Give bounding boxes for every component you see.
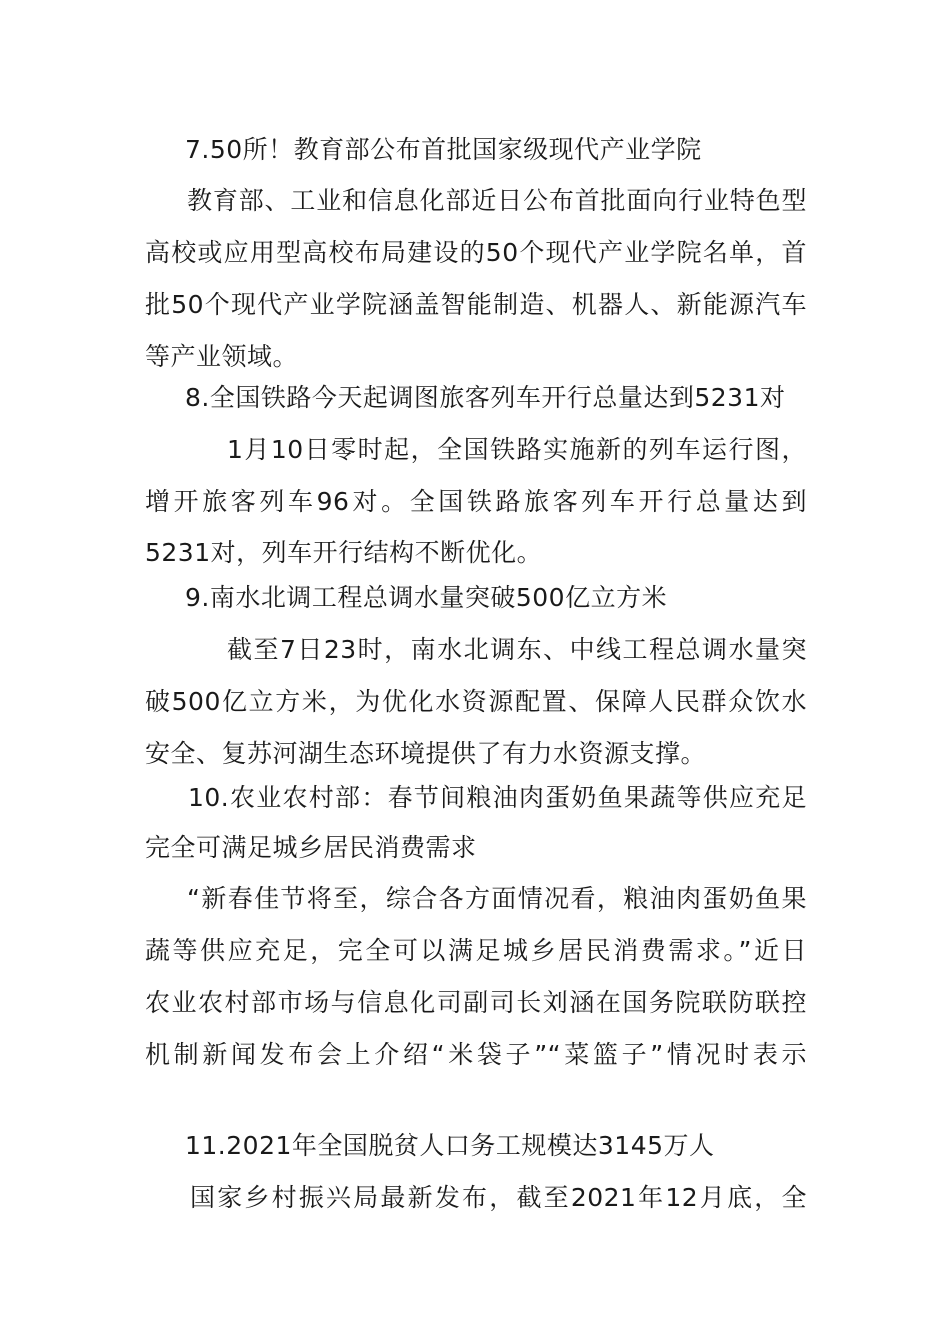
item-10-body-line-2: 蔬等供应充足，完全可以满足城乡居民消费需求。”近日: [145, 936, 807, 965]
item-10-body-line-3: 农业农村部市场与信息化司副司长刘涵在国务院联防联控: [145, 988, 807, 1017]
item-7-body-line-1: 教育部、工业和信息化部近日公布首批面向行业特色型: [187, 186, 807, 215]
item-8-title: 8.全国铁路今天起调图旅客列车开行总量达到5231对: [185, 383, 786, 412]
item-10-body-line-1: “新春佳节将至，综合各方面情况看，粮油肉蛋奶鱼果: [187, 884, 807, 913]
item-10-title-line-1: 10.农业农村部：春节间粮油肉蛋奶鱼果蔬等供应充足: [188, 783, 807, 812]
item-8-body-line-3: 5231对，列车开行结构不断优化。: [145, 538, 543, 567]
item-8-body-line-1: 1月10日零时起，全国铁路实施新的列车运行图，: [227, 435, 807, 464]
item-7-body-line-4: 等产业领域。: [145, 342, 299, 371]
item-8-body-line-2: 增开旅客列车96对。全国铁路旅客列车开行总量达到: [145, 487, 807, 516]
item-10-title-line-2: 完全可满足城乡居民消费需求: [145, 833, 477, 862]
item-11-title: 11.2021年全国脱贫人口务工规模达3145万人: [185, 1131, 715, 1160]
item-11-body-line-1: 国家乡村振兴局最新发布，截至2021年12月底，全: [190, 1183, 807, 1212]
item-7-body-line-3: 批50个现代产业学院涵盖智能制造、机器人、新能源汽车: [145, 290, 807, 319]
item-9-body-line-1: 截至7日23时，南水北调东、中线工程总调水量突: [227, 635, 807, 664]
item-9-body-line-2: 破500亿立方米，为优化水资源配置、保障人民群众饮水: [145, 687, 807, 716]
item-9-body-line-3: 安全、复苏河湖生态环境提供了有力水资源支撑。: [145, 739, 707, 768]
item-10-body-line-4: 机制新闻发布会上介绍“米袋子”“菜篮子”情况时表示: [145, 1040, 807, 1069]
item-9-title: 9.南水北调工程总调水量突破500亿立方米: [185, 583, 668, 612]
item-7-title: 7.50所！教育部公布首批国家级现代产业学院: [185, 135, 702, 164]
item-7-body-line-2: 高校或应用型高校布局建设的50个现代产业学院名单，首: [145, 238, 807, 267]
